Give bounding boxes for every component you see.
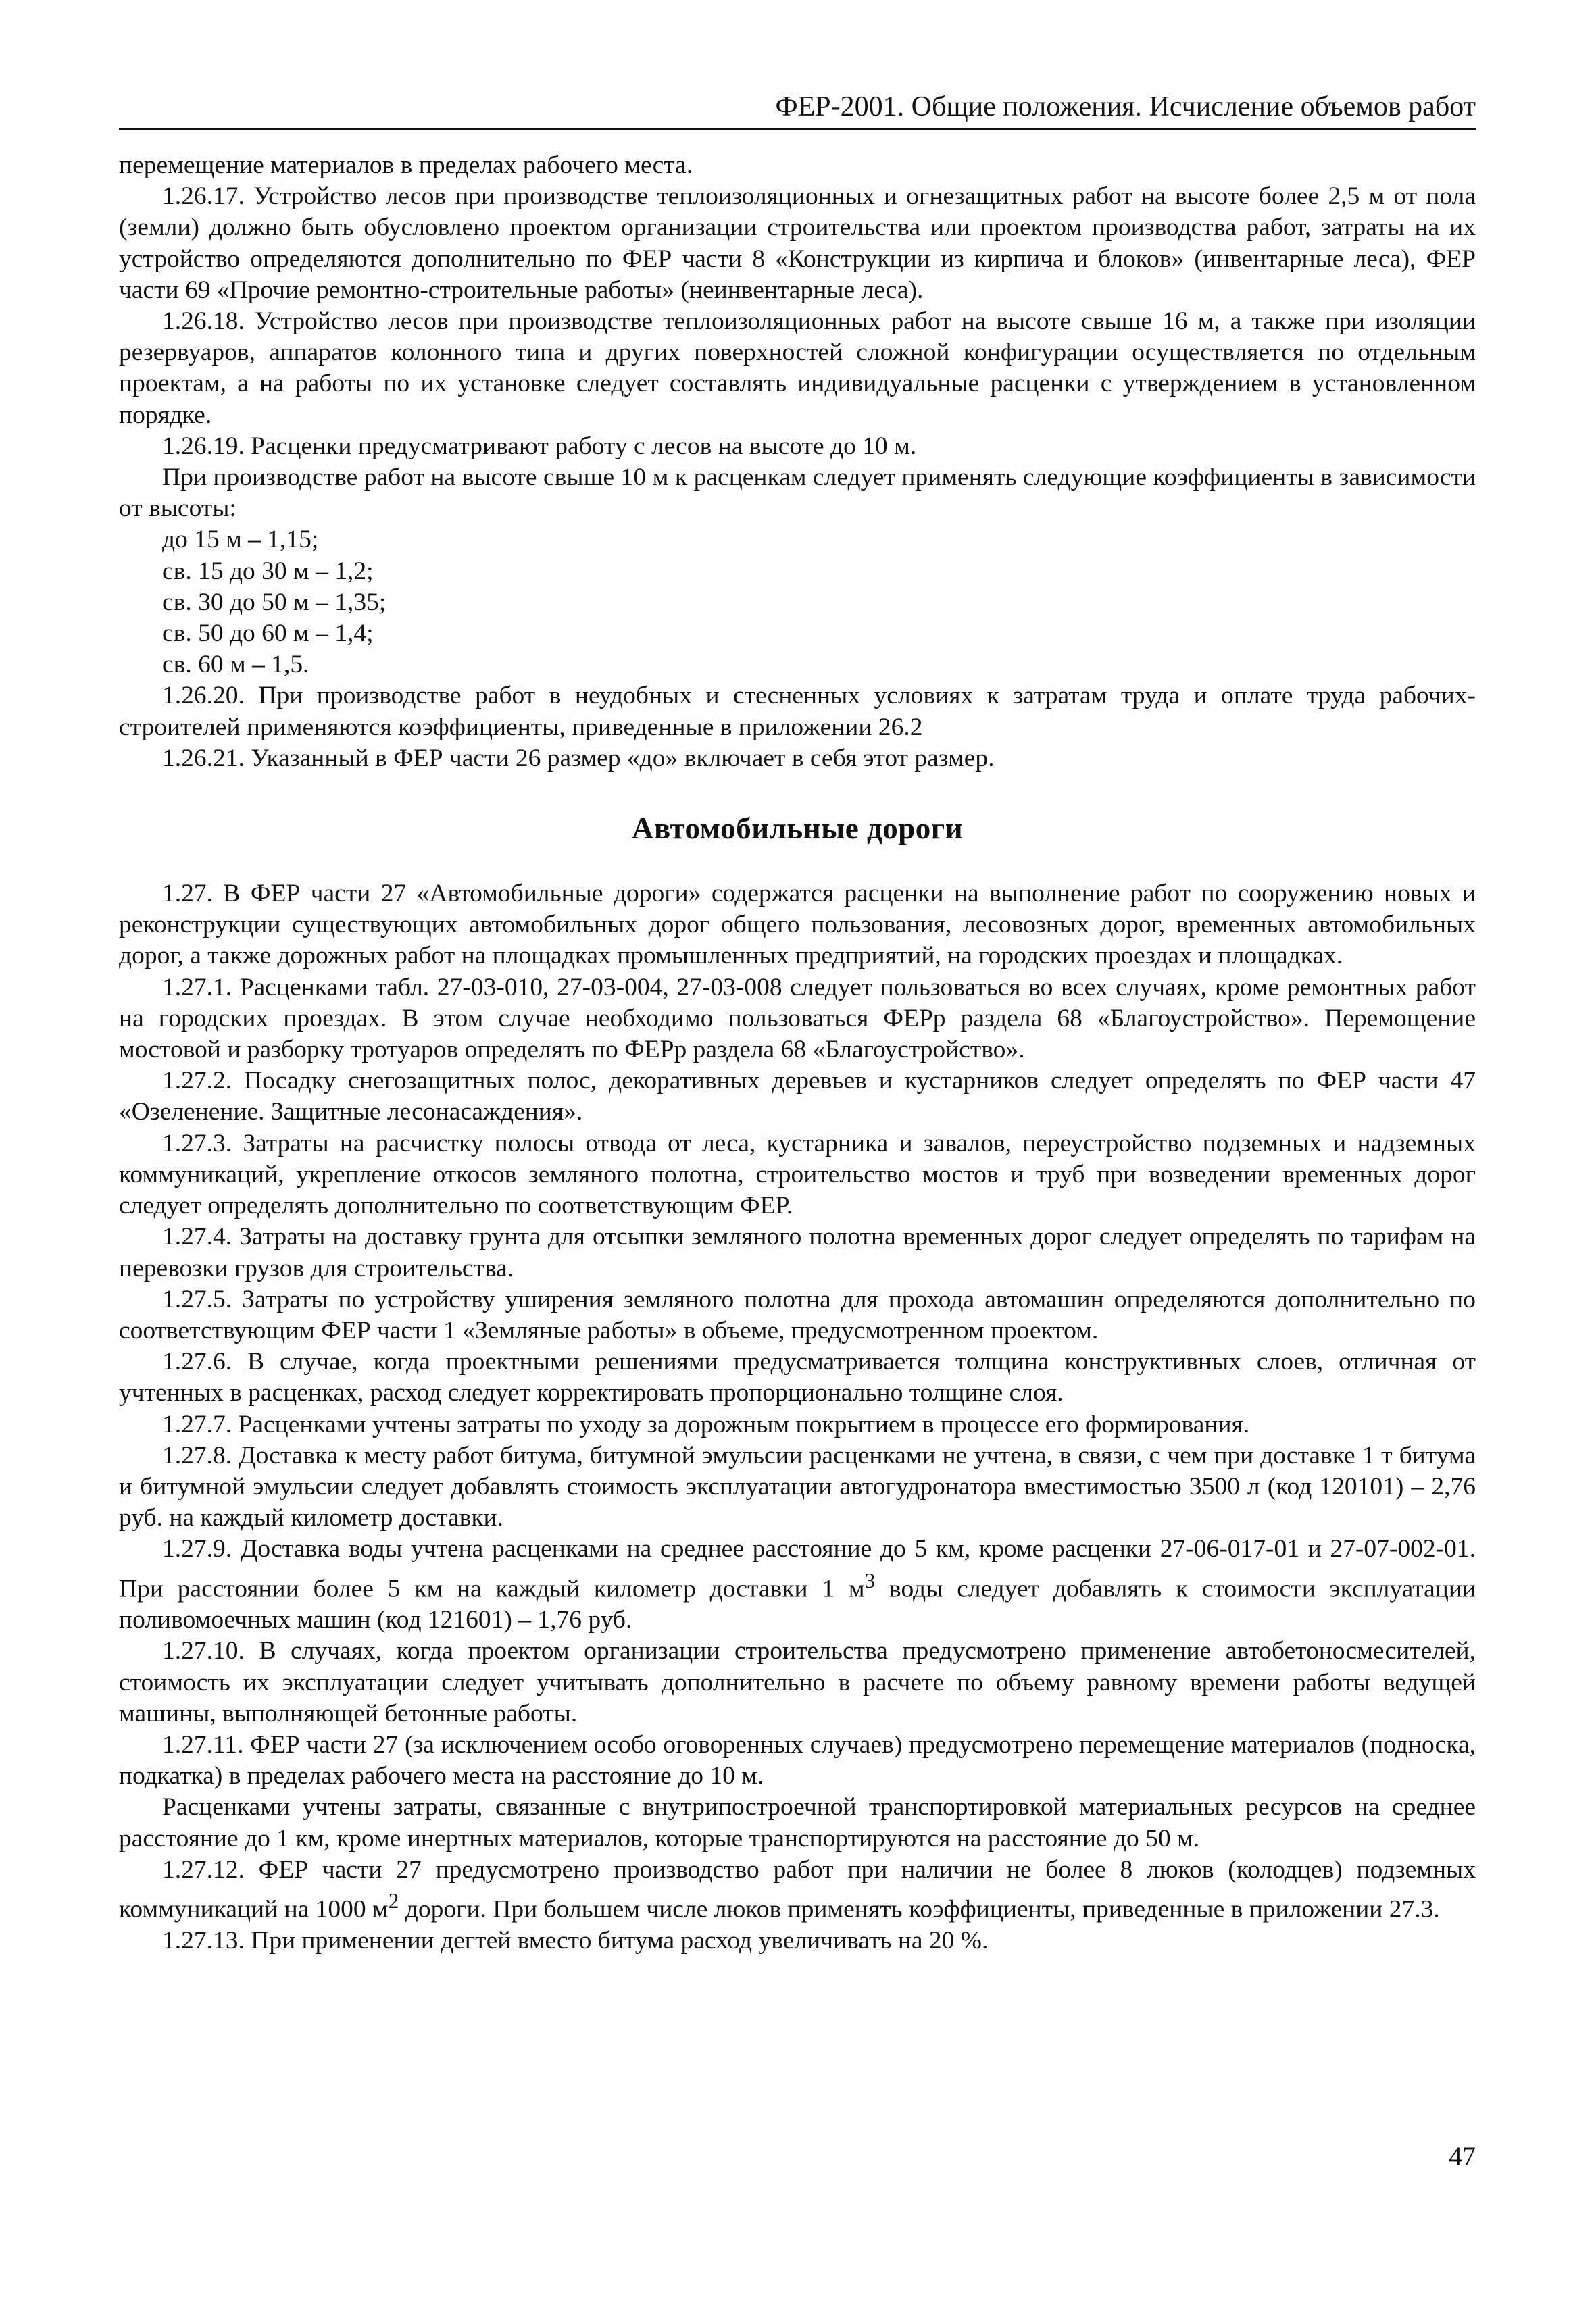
paragraph-1-27: 1.27. В ФЕР части 27 «Автомобильные дороги» содержатся расценки на выполнение работ по сооружению новых и реконструкции существующих автомобильных дорог общего пользования, лесовозных дорог, временных автомобильных дорог, а также дорожных работ на площадках промышленных предприятий, на городских проездах и площадках. xyxy=(119,880,1476,970)
paragraph-1-27-4: 1.27.4. Затраты на доставку грунта для отсыпки земляного полотна временных дорог следует определять по тарифам на перевозки грузов для строительства. xyxy=(119,1223,1476,1282)
paragraph-1-27-5: 1.27.5. Затраты по устройству уширения земляного полотна для прохода автомашин определяются дополнительно по соответствующим ФЕР части 1 «Земляные работы» в объеме, предусмотренном проектом. xyxy=(119,1285,1476,1344)
paragraph-1-27-8: 1.27.8. Доставка к месту работ битума, битумной эмульсии расценками не учтена, в связи, с чем при доставке 1 т битума и битумной эмульсии следует добавлять стоимость эксплуатации автогудронатора вместимостью 3500 л (код 120101) – 2,76 руб. на каждый километр доставки. xyxy=(119,1441,1476,1532)
page-content xyxy=(119,150,1476,1957)
running-header: ФЕР-2001. Общие положения. Исчисление объемов работ xyxy=(119,86,1476,130)
paragraph-text: воды следует добавлять к стоимости эксплуатации поливомоечных машин (код 121601) – 1,76 руб. xyxy=(119,1575,1476,1634)
paragraph-1-27-10: 1.27.10. В случаях, когда проектом организации строительства предусмотрено применение автобетоносмесителей, стоимость их эксплуатации следует учитывать дополнительно в расчете по объему равному времени работы ведущей машины, выполняющей бетонные работы. xyxy=(119,1637,1476,1728)
height-coefficients-list xyxy=(119,524,1476,680)
paragraph-1-27-3: 1.27.3. Затраты на расчистку полосы отвода от леса, кустарника и завалов, переустройство подземных и надземных коммуникаций, укрепление откосов земляного полотна, строительство мостов и труб при возведении временных дорог следует определять дополнительно по соответствующим ФЕР. xyxy=(119,1129,1476,1220)
paragraph-1-27-9 xyxy=(119,1534,1476,1636)
paragraph-text: 1.27.9. Доставка воды учтена расценками на среднее расстояние до 5 км, кроме расценки 27-06-017-01 и 27-07-002-01. При расстоянии более 5 км на каждый километр доставки 1 м xyxy=(119,1535,1476,1603)
list-item: св. 50 до 60 м – 1,4; xyxy=(162,620,374,648)
section-title: Автомобильные дороги xyxy=(631,811,964,846)
paragraph-text: дороги. При большем числе люков применять коэффициенты, приведенные в приложении 27.3. xyxy=(399,1895,1440,1923)
paragraph-1-27-13: 1.27.13. При применении дегтей вместо битума расход увеличивать на 20 %. xyxy=(162,1926,989,1955)
paragraph-1-26-19: 1.26.19. Расценки предусматривают работу с лесов на высоте до 10 м. xyxy=(162,432,917,460)
superscript: 3 xyxy=(864,1568,876,1592)
paragraph-text: 1.27.12. ФЕР части 27 предусмотрено производство работ при наличии не более 8 люков (колодцев) подземных коммуникаций на 1000 м xyxy=(119,1855,1476,1923)
list-item: св. 60 м – 1,5. xyxy=(162,651,309,679)
paragraph-1-27-1: 1.27.1. Расценками табл. 27-03-010, 27-03-004, 27-03-008 следует пользоваться во всех случаях, кроме ремонтных работ на городских проездах. В этом случае необходимо пользоваться ФЕРр раздела 68 «Благоустройство». Перемощение мостовой и разборку тротуаров определять по ФЕРр раздела 68 «Благоустройство». xyxy=(119,973,1476,1064)
paragraph-continuation: перемещение материалов в пределах рабочего места. xyxy=(119,151,693,179)
paragraph-height-intro: При производстве работ на высоте свыше 10 м к расценкам следует применять следующие коэффициенты в зависимости от высоты: xyxy=(119,463,1476,523)
list-item: св. 30 до 50 м – 1,35; xyxy=(162,588,386,616)
list-item: до 15 м – 1,15; xyxy=(162,526,319,554)
paragraph-transport: Расценками учтены затраты, связанные с внутрипостроечной транспортировкой материальных ресурсов на среднее расстояние до 1 км, кроме инертных материалов, которые транспортируются на расстояние до 50 м. xyxy=(119,1793,1476,1853)
paragraph-1-26-17: 1.26.17. Устройство лесов при производстве теплоизоляционных и огнезащитных работ на высоте более 2,5 м от пола (земли) должно быть обусловлено проектом организации строительства или проектом производства работ, затраты на их устройство определяются дополнительно по ФЕР части 8 «Конструкции из кирпича и блоков» (инвентарные леса), ФЕР части 69 «Прочие ремонтно-строительные работы» (неинвентарные леса). xyxy=(119,182,1476,304)
paragraph-1-26-18: 1.26.18. Устройство лесов при производстве теплоизоляционных работ на высоте свыше 16 м, а также при изоляции резервуаров, аппаратов колонного типа и других поверхностей сложной конфигурации осуществляется по отдельным проектам, а на работы по их установке следует составлять индивидуальные расценки с утверждением в установленном порядке. xyxy=(119,307,1476,429)
list-item: св. 15 до 30 м – 1,2; xyxy=(162,557,374,585)
paragraph-1-27-12 xyxy=(119,1855,1476,1926)
paragraph-1-27-2: 1.27.2. Посадку снегозащитных полос, декоративных деревьев и кустарников следует определять по ФЕР части 47 «Озеленение. Защитные лесонасаждения». xyxy=(119,1067,1476,1126)
paragraph-1-26-21: 1.26.21. Указанный в ФЕР части 26 размер «до» включает в себя этот размер. xyxy=(162,744,995,772)
paragraph-1-27-6: 1.27.6. В случае, когда проектными решениями предусматривается толщина конструктивных слоев, отличная от учтенных в расценках, расход следует корректировать пропорционально толщине слоя. xyxy=(119,1348,1476,1407)
superscript: 2 xyxy=(388,1889,399,1913)
page-number: 47 xyxy=(1449,2141,1476,2171)
paragraph-1-27-11: 1.27.11. ФЕР части 27 (за исключением особо оговоренных случаев) предусмотрено перемещение материалов (подноска, подкатка) в пределах рабочего места на расстояние до 10 м. xyxy=(119,1731,1476,1790)
paragraph-1-27-7: 1.27.7. Расценками учтены затраты по уходу за дорожным покрытием в процессе его формирования. xyxy=(162,1410,1250,1438)
paragraph-1-26-20: 1.26.20. При производстве работ в неудобных и стесненных условиях к затратам труда и оплате труда рабочих-строителей применяются коэффициенты, приведенные в приложении 26.2 xyxy=(119,682,1476,741)
